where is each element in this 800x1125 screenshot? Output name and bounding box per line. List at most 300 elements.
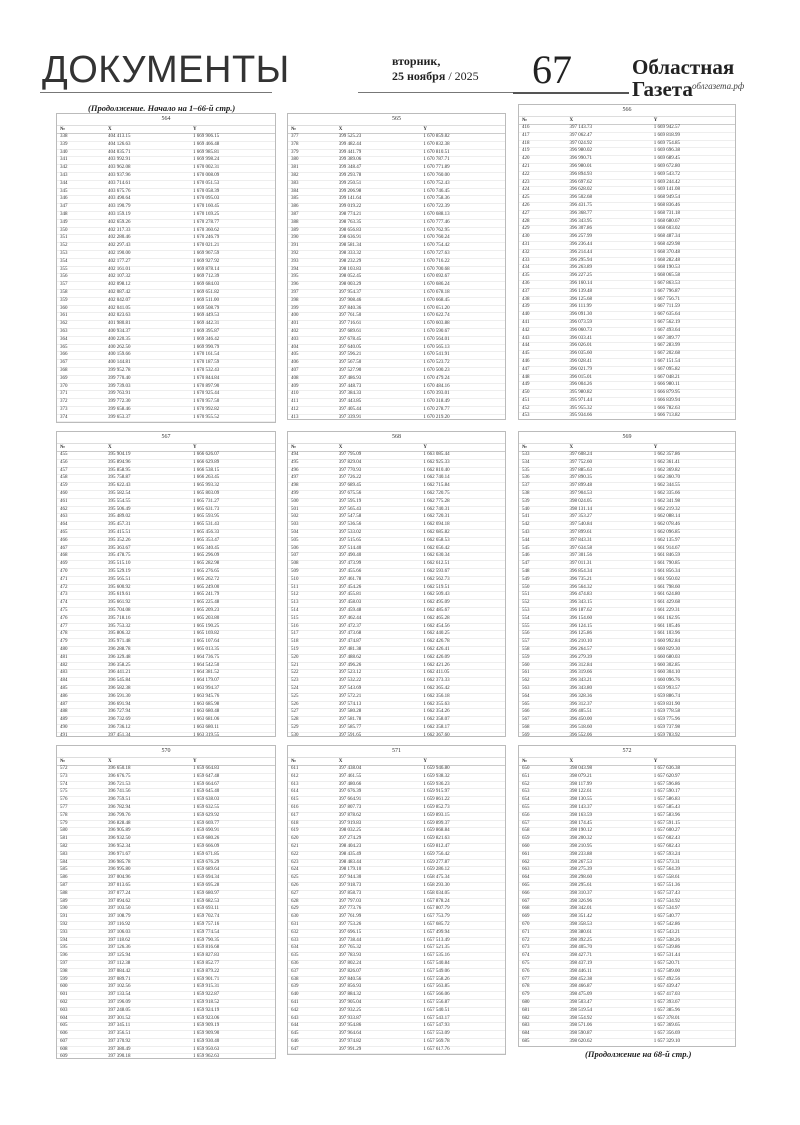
x-coordinate: 396 474.83 <box>567 592 651 600</box>
y-coordinate: 1 661 624.80 <box>651 592 735 600</box>
y-coordinate: 1 670 169.25 <box>190 211 275 219</box>
x-coordinate: 400 159.66 <box>105 352 190 360</box>
point-number: 515 <box>288 615 336 623</box>
table-row <box>288 537 505 545</box>
table-row <box>519 273 735 281</box>
x-coordinate: 402 042.07 <box>105 297 190 305</box>
y-coordinate: 1 659 680.97 <box>190 890 275 898</box>
y-coordinate: 1 662 715.84 <box>420 483 505 491</box>
point-number: 589 <box>57 898 105 906</box>
point-number: 626 <box>288 882 336 890</box>
x-coordinate: 396 060.73 <box>567 327 651 335</box>
table-row <box>57 898 275 906</box>
x-coordinate: 395 955.32 <box>567 405 651 413</box>
y-coordinate: 1 657 636.38 <box>651 766 735 774</box>
table-row <box>519 561 735 569</box>
y-coordinate: 1 657 534.92 <box>651 898 735 906</box>
y-coordinate: 1 662 356.18 <box>420 693 505 701</box>
point-number: 480 <box>57 646 105 654</box>
x-coordinate: 396 236.44 <box>567 241 651 249</box>
x-coordinate: 403 937.96 <box>105 172 190 180</box>
x-coordinate: 395 971.48 <box>105 639 190 647</box>
table-row <box>57 804 275 812</box>
y-coordinate: 1 668 370.48 <box>651 249 735 257</box>
point-number: 664 <box>519 875 567 883</box>
point-number: 523 <box>288 678 336 686</box>
y-coordinate: 1 669 696.38 <box>651 148 735 156</box>
point-number: 614 <box>288 789 336 797</box>
table-row <box>288 732 505 737</box>
table-row <box>288 352 505 360</box>
y-coordinate: 1 660 829.30 <box>651 646 735 654</box>
y-coordinate: 1 657 540.77 <box>651 914 735 922</box>
x-coordinate: 397 773.76 <box>336 906 421 914</box>
table-row <box>57 1023 275 1031</box>
y-coordinate: 1 662 219.32 <box>651 506 735 514</box>
table-row <box>57 383 275 391</box>
x-coordinate: 395 980.82 <box>567 390 651 398</box>
x-coordinate: 397 473.68 <box>336 631 421 639</box>
point-number: 348 <box>57 211 105 219</box>
y-coordinate: 1 670 897.90 <box>190 383 275 391</box>
point-number: 443 <box>519 335 567 343</box>
point-number: 451 <box>519 397 567 405</box>
y-coordinate: 1 662 369.82 <box>651 467 735 475</box>
table-row <box>288 459 505 467</box>
table-row <box>288 717 505 725</box>
table-row <box>519 163 735 171</box>
x-coordinate: 397 533.02 <box>336 529 421 537</box>
continued-on-notice: (Продолжение на 68-й стр.) <box>585 1049 692 1059</box>
table-row <box>57 352 275 360</box>
y-coordinate: 1 665 993.32 <box>190 483 275 491</box>
point-number <box>519 1046 567 1047</box>
point-number: 435 <box>519 273 567 281</box>
x-coordinate: 397 826.07 <box>336 968 421 976</box>
table-row <box>288 180 505 188</box>
table-row <box>288 467 505 475</box>
table-row <box>288 529 505 537</box>
y-coordinate: 1 659 277.87 <box>420 859 505 867</box>
y-coordinate: 1 669 990.79 <box>190 344 275 352</box>
table-row <box>519 280 735 288</box>
point-number: 631 <box>288 921 336 929</box>
y-coordinate: 1 657 540.84 <box>420 960 505 968</box>
table-row <box>519 685 735 693</box>
table-row <box>57 968 275 976</box>
point-number: 611 <box>288 766 336 774</box>
table-row <box>288 141 505 149</box>
x-coordinate: 398 452.38 <box>567 976 651 984</box>
x-coordinate: 397 112.38 <box>105 960 190 968</box>
y-coordinate: 1 667 202.68 <box>651 351 735 359</box>
x-coordinate: 398 554.92 <box>567 1015 651 1023</box>
point-number: 596 <box>57 953 105 961</box>
point-number: 545 <box>519 545 567 553</box>
y-coordinate: 1 663 319.55 <box>190 732 275 737</box>
x-coordinate: 398 233.88 <box>567 851 651 859</box>
y-coordinate: 1 659 852.73 <box>420 804 505 812</box>
coordinates-table <box>288 758 505 1055</box>
point-number: 590 <box>57 906 105 914</box>
point-number: 458 <box>57 475 105 483</box>
table-row <box>519 937 735 945</box>
point-number: 369 <box>57 375 105 383</box>
x-coordinate: 395 858.95 <box>105 467 190 475</box>
point-number: 387 <box>288 211 336 219</box>
point-number: 357 <box>57 282 105 290</box>
point-number: 398 <box>288 297 336 305</box>
x-coordinate: 398 503.47 <box>567 999 651 1007</box>
y-coordinate: 1 666 626.07 <box>190 452 275 460</box>
x-coordinate: 397 540.84 <box>567 522 651 530</box>
y-coordinate: 1 670 754.42 <box>420 243 505 251</box>
y-coordinate: 1 659 821.63 <box>420 836 505 844</box>
point-number: 388 <box>288 219 336 227</box>
table-row <box>288 475 505 483</box>
point-number: 455 <box>57 452 105 460</box>
y-coordinate: 1 659 632.55 <box>190 804 275 812</box>
table-row <box>519 397 735 405</box>
table-row <box>288 654 505 662</box>
y-coordinate: 1 658 293.30 <box>420 882 505 890</box>
point-number: 473 <box>57 592 105 600</box>
x-coordinate: 397 461.78 <box>336 576 421 584</box>
y-coordinate: 1 659 950.63 <box>190 1046 275 1054</box>
table-row <box>288 383 505 391</box>
point-number: 627 <box>288 890 336 898</box>
coordinate-panel-566 <box>518 104 736 420</box>
y-coordinate: 1 661 914.67 <box>651 545 735 553</box>
y-coordinate: 1 657 492.56 <box>651 976 735 984</box>
point-number: 519 <box>288 646 336 654</box>
point-number: 363 <box>57 328 105 336</box>
x-coordinate: 404 126.63 <box>105 141 190 149</box>
point-number: 594 <box>57 937 105 945</box>
table-row <box>519 678 735 686</box>
point-number: 593 <box>57 929 105 937</box>
table-row <box>519 148 735 156</box>
point-number: 503 <box>288 522 336 530</box>
table-row <box>519 890 735 898</box>
panel-number: 568 <box>288 432 505 444</box>
y-coordinate: 1 659 757.16 <box>190 921 275 929</box>
table-row <box>519 921 735 929</box>
point-number: 604 <box>57 1015 105 1023</box>
x-coordinate: 397 761.99 <box>336 914 421 922</box>
point-number: 345 <box>57 188 105 196</box>
table-row <box>519 732 735 737</box>
point-number: 577 <box>57 804 105 812</box>
table-row <box>57 732 275 737</box>
point-number: 674 <box>519 953 567 961</box>
y-coordinate: 1 664 179.07 <box>190 678 275 686</box>
y-coordinate: 1 657 539.86 <box>651 945 735 953</box>
x-coordinate: 397 106.03 <box>105 929 190 937</box>
point-number: 591 <box>57 914 105 922</box>
panel-number: 571 <box>288 746 505 758</box>
x-coordinate: 403 714.61 <box>105 180 190 188</box>
point-number: 410 <box>288 391 336 399</box>
table-row <box>57 789 275 797</box>
x-coordinate: 396 312.84 <box>567 662 651 670</box>
table-row <box>57 828 275 836</box>
table-row <box>519 773 735 781</box>
table-row <box>288 631 505 639</box>
x-coordinate: 395 758.87 <box>105 475 190 483</box>
table-row <box>57 615 275 623</box>
table-row <box>57 219 275 227</box>
point-number: 390 <box>288 235 336 243</box>
y-coordinate: 1 662 612.51 <box>420 561 505 569</box>
table-row <box>288 976 505 984</box>
panel-number: 565 <box>288 114 505 126</box>
point-number: 368 <box>57 367 105 375</box>
table-row <box>288 305 505 313</box>
x-coordinate: 395 661.92 <box>105 600 190 608</box>
x-coordinate: 397 580.28 <box>336 709 421 717</box>
point-number: 673 <box>519 945 567 953</box>
table-row <box>519 781 735 789</box>
table-row <box>57 235 275 243</box>
table-row <box>288 859 505 867</box>
x-coordinate: 397 390.18 <box>105 1054 190 1059</box>
x-coordinate: 396 187.62 <box>567 607 651 615</box>
point-number: 501 <box>288 506 336 514</box>
x-coordinate: 396 033.41 <box>567 335 651 343</box>
y-coordinate: 1 659 690.91 <box>190 828 275 836</box>
x-coordinate: 396 676.75 <box>105 773 190 781</box>
point-number: 349 <box>57 219 105 227</box>
point-number: 342 <box>57 165 105 173</box>
table-row <box>519 670 735 678</box>
y-coordinate: 1 657 586.83 <box>651 797 735 805</box>
publication-name-line1: Областная <box>632 55 735 79</box>
table-row <box>57 297 275 305</box>
x-coordinate: 398 052.45 <box>336 274 421 282</box>
table-row <box>57 483 275 491</box>
table-row <box>288 360 505 368</box>
point-number: 391 <box>288 243 336 251</box>
y-coordinate: 1 670 564.01 <box>420 336 505 344</box>
y-coordinate: 1 659 682.53 <box>190 898 275 906</box>
table-row <box>288 607 505 615</box>
x-coordinate: 396 985.78 <box>105 859 190 867</box>
y-coordinate: 1 665 593.95 <box>190 514 275 522</box>
y-coordinate: 1 657 531.44 <box>651 953 735 961</box>
x-coordinate: 396 650.18 <box>105 766 190 774</box>
x-coordinate: 396 721.53 <box>105 781 190 789</box>
y-coordinate: 1 662 485.67 <box>420 607 505 615</box>
x-coordinate: 398 117.99 <box>567 781 651 789</box>
table-row <box>288 545 505 553</box>
point-number: 544 <box>519 537 567 545</box>
point-number: 656 <box>519 812 567 820</box>
y-coordinate: 1 659 693.11 <box>190 906 275 914</box>
y-coordinate <box>420 1054 505 1055</box>
point-number: 407 <box>288 367 336 375</box>
point-number: 360 <box>57 305 105 313</box>
point-number: 527 <box>288 709 336 717</box>
x-coordinate: 395 554.55 <box>105 498 190 506</box>
x-coordinate: 396 263.89 <box>567 265 651 273</box>
point-number: 642 <box>288 1007 336 1015</box>
table-row <box>288 561 505 569</box>
table-row <box>519 875 735 883</box>
point-number: 561 <box>519 670 567 678</box>
x-coordinate: 396 214.44 <box>567 249 651 257</box>
table-row <box>288 685 505 693</box>
table-row <box>57 266 275 274</box>
y-coordinate: 1 666 839.94 <box>651 397 735 405</box>
table-row <box>519 382 735 390</box>
point-number: 682 <box>519 1015 567 1023</box>
y-coordinate: 1 669 985.81 <box>190 149 275 157</box>
table-row <box>288 968 505 976</box>
y-coordinate: 1 664 736.75 <box>190 654 275 662</box>
x-coordinate: 397 964.64 <box>336 1031 421 1039</box>
y-coordinate: 1 659 671.85 <box>190 851 275 859</box>
coordinate-panel-569 <box>518 431 736 737</box>
table-row <box>519 615 735 623</box>
table-row <box>519 514 735 522</box>
point-number: 340 <box>57 149 105 157</box>
y-coordinate: 1 670 219.20 <box>420 414 505 420</box>
x-coordinate: 396 264.57 <box>567 646 651 654</box>
x-coordinate: 398 475.09 <box>567 992 651 1000</box>
y-coordinate: 1 662 775.28 <box>420 498 505 506</box>
point-number: 476 <box>57 615 105 623</box>
y-coordinate: 1 670 678.18 <box>420 289 505 297</box>
x-coordinate: 395 478.75 <box>105 553 190 561</box>
table-row <box>57 321 275 329</box>
x-coordinate: 398 024.05 <box>567 498 651 506</box>
table-row <box>57 274 275 282</box>
x-coordinate: 397 102.56 <box>105 984 190 992</box>
table-row <box>519 171 735 179</box>
table-row <box>57 204 275 212</box>
table-row <box>288 258 505 266</box>
y-coordinate: 1 662 426.41 <box>420 646 505 654</box>
table-row <box>519 351 735 359</box>
x-coordinate: 395 619.61 <box>105 592 190 600</box>
y-coordinate: 1 659 930.40 <box>190 1038 275 1046</box>
y-coordinate: 1 659 861.22 <box>420 797 505 805</box>
y-coordinate: 1 659 689.64 <box>190 867 275 875</box>
y-coordinate: 1 662 365.42 <box>420 685 505 693</box>
x-coordinate: 397 473.99 <box>336 561 421 569</box>
x-coordinate: 397 565.43 <box>336 506 421 514</box>
x-coordinate: 397 353.27 <box>567 514 651 522</box>
point-number: 386 <box>288 204 336 212</box>
y-coordinate: 1 659 629.92 <box>190 812 275 820</box>
y-coordinate: 1 669 927.92 <box>190 258 275 266</box>
y-coordinate: 1 657 617.76 <box>420 1046 505 1054</box>
x-coordinate: 398 200.32 <box>567 836 651 844</box>
x-coordinate: 396 591.30 <box>105 693 190 701</box>
coordinates-table <box>288 126 505 420</box>
x-coordinate: 395 753.32 <box>105 623 190 631</box>
table-row <box>519 576 735 584</box>
y-coordinate: 1 663 945.76 <box>190 693 275 701</box>
panel-number: 569 <box>519 432 735 444</box>
x-coordinate: 397 514.40 <box>336 545 421 553</box>
x-coordinate: 397 089.71 <box>105 976 190 984</box>
table-row <box>519 156 735 164</box>
point-number: 472 <box>57 584 105 592</box>
table-row <box>519 797 735 805</box>
point-number: 491 <box>57 732 105 737</box>
point-number: 351 <box>57 235 105 243</box>
y-coordinate: 1 667 756.71 <box>651 296 735 304</box>
table-row <box>57 592 275 600</box>
y-coordinate: 1 662 367.60 <box>420 732 505 737</box>
x-coordinate: 397 770.93 <box>336 467 421 475</box>
x-coordinate: 397 532.22 <box>336 678 421 686</box>
point-number: 389 <box>288 227 336 235</box>
table-row <box>519 766 735 774</box>
y-coordinate: 1 663 681.06 <box>190 717 275 725</box>
x-coordinate: 396 125.86 <box>567 631 651 639</box>
point-number: 607 <box>57 1038 105 1046</box>
table-row <box>57 305 275 313</box>
point-number: 424 <box>519 187 567 195</box>
point-number: 347 <box>57 204 105 212</box>
page-number: 67 <box>532 47 572 92</box>
point-number: 379 <box>288 149 336 157</box>
x-coordinate: 396 545.84 <box>105 678 190 686</box>
x-coordinate: 396 431.75 <box>567 202 651 210</box>
point-number: 384 <box>288 188 336 196</box>
point-number: 365 <box>57 344 105 352</box>
table-row <box>288 522 505 530</box>
table-row <box>57 875 275 883</box>
table-row <box>288 250 505 258</box>
y-coordinate: 1 662 593.67 <box>420 568 505 576</box>
x-coordinate: 396 732.69 <box>105 717 190 725</box>
table-row <box>288 851 505 859</box>
table-row <box>288 623 505 631</box>
point-number: 416 <box>519 125 567 133</box>
y-coordinate: 1 659 962.63 <box>190 1054 275 1059</box>
table-row <box>57 1038 275 1046</box>
table-row <box>57 529 275 537</box>
point-number: 667 <box>519 898 567 906</box>
point-number: 361 <box>57 313 105 321</box>
y-coordinate: 1 665 107.64 <box>190 639 275 647</box>
x-coordinate: 397 062.47 <box>567 132 651 140</box>
x-coordinate: 395 904.19 <box>105 452 190 460</box>
y-coordinate: 1 669 712.39 <box>190 274 275 282</box>
x-coordinate: 396 441.21 <box>105 670 190 678</box>
table-row <box>519 179 735 187</box>
table-row <box>288 1054 505 1055</box>
table-row <box>288 678 505 686</box>
y-coordinate: 1 657 542.86 <box>651 921 735 929</box>
point-number: 464 <box>57 522 105 530</box>
x-coordinate: 397 004.96 <box>105 875 190 883</box>
table-row <box>519 701 735 709</box>
x-coordinate: 396 343.95 <box>567 218 651 226</box>
x-coordinate: 397 574.13 <box>336 701 421 709</box>
y-coordinate: 1 665 225.48 <box>190 600 275 608</box>
point-number: 670 <box>519 921 567 929</box>
point-number: 526 <box>288 701 336 709</box>
x-coordinate: 399 658.46 <box>105 406 190 414</box>
y-coordinate: 1 670 925.44 <box>190 391 275 399</box>
table-row <box>288 336 505 344</box>
y-coordinate: 1 667 796.87 <box>651 288 735 296</box>
